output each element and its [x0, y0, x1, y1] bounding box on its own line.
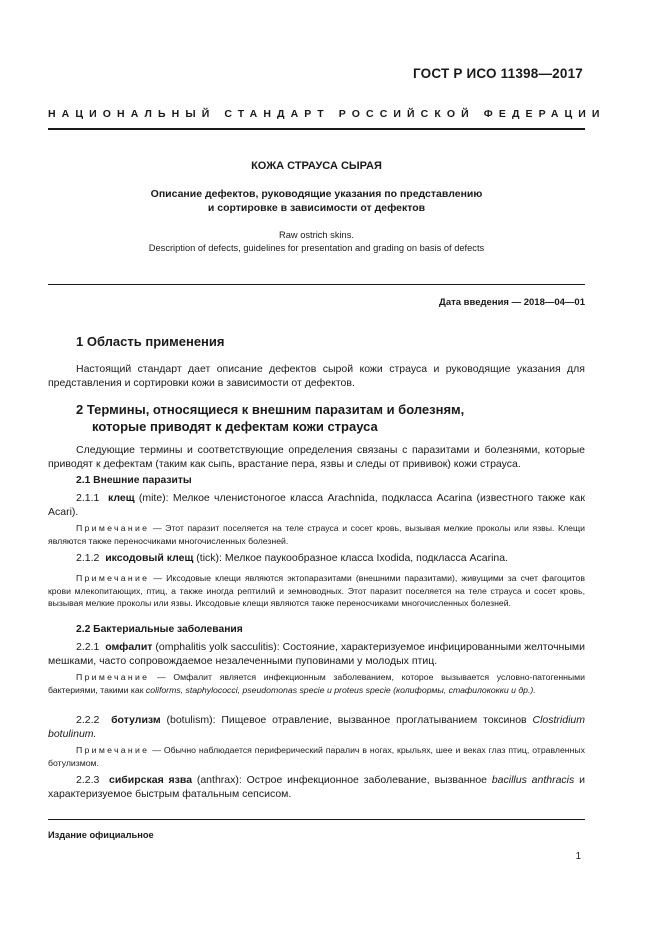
section-1-heading: 1 Область применения	[76, 334, 225, 349]
header-rule	[48, 128, 585, 130]
note-2-1-1: Примечание — Этот паразит поселяется на теле страуса и сосет кровь, вызывая мелкие проколы или язвы. Клещи являются также переносчиками многочисленных болезней.	[48, 523, 585, 546]
title-rule	[48, 284, 585, 285]
term-2-2-3: 2.2.3 сибирская язва (anthrax): Острое инфекционное заболевание, вызванное bacillus anthracis и характеризуемое быстрым фатальным сепсисом.	[48, 774, 585, 800]
introduction-date: Дата введения — 2018—04—01	[439, 297, 585, 308]
subsection-2-1-heading: 2.1 Внешние паразиты	[76, 475, 192, 486]
term-2-2-2: 2.2.2 ботулизм (botulism): Пищевое отравление, вызванное проглатыванием токсинов Clostridium botulinum.	[48, 714, 585, 740]
note-2-2-1: Примечание — Омфалит является инфекционным заболеванием, которое вызывается условно-патогенными бактериями, такими как coliforms, staphylococci, pseudomonas specie и proteus specie (колиформы, стафилококки и др.).	[48, 672, 585, 695]
note-2-1-2: Примечание — Иксодовые клещи являются эктопаразитами (внешними паразитами), живущими за счет фагоцитов крови млекопитающих, птиц, а также иногда рептилий и земноводных. Этот паразит поселяется на теле страуса и сосет кровь, вызывая мелкие проколы или язвы. Иксодовые клещи являются также переносчиками многочисленных болезней.	[48, 573, 585, 608]
section-1-text: Настоящий стандарт дает описание дефектов сырой кожи страуса и руководящие указания для представления и сортировки кожи в зависимости от дефектов.	[48, 363, 585, 389]
section-2-intro: Следующие термины и соответствующие определения связаны с паразитами и болезнями, которые приводят к дефектам (таким как сыпь, врастание пера, язвы и следы от прививок) кожи страуса.	[48, 444, 585, 470]
english-title: Raw ostrich skins. Description of defects, guidelines for presentation and grading on basis of defects	[148, 230, 485, 253]
term-2-2-1: 2.2.1 омфалит (omphalitis yolk sacculitis): Состояние, характеризуемое инфицированными желточными мешками, часто сопровождаемое незалеченными пуповинами у молодых птиц.	[48, 641, 585, 667]
national-standard-banner: НАЦИОНАЛЬНЫЙ СТАНДАРТ РОССИЙСКОЙ ФЕДЕРАЦИИ	[48, 108, 606, 120]
footer-rule	[48, 819, 585, 820]
section-2-heading: 2 Термины, относящиеся к внешним паразитам и болезням, которые приводят к дефектам кожи страуса	[76, 402, 465, 434]
document-number: ГОСТ Р ИСО 11398—2017	[412, 66, 583, 81]
page-number: 1	[575, 851, 581, 862]
subsection-2-2-heading: 2.2 Бактериальные заболевания	[76, 624, 243, 635]
term-2-1-2: 2.1.2 иксодовый клещ (tick): Мелкое паукообразное класса Ixodida, подкласса Acarina.	[76, 552, 509, 564]
note-2-2-2: Примечание — Обычно наблюдается периферический паралич в ногах, крыльях, шее и веках глаз птиц, отравленных ботулизмом.	[48, 745, 585, 768]
standard-title: КОЖА СТРАУСА СЫРАЯ	[251, 160, 382, 172]
official-edition-label: Издание официальное	[48, 830, 154, 840]
term-2-1-1: 2.1.1 клещ (mite): Мелкое членистоногое класса Arachnida, подкласса Acarina (известного также как Acari).	[48, 492, 585, 518]
standard-subtitle: Описание дефектов, руководящие указания по представлению и сортировке в зависимости от дефектов	[150, 188, 483, 214]
